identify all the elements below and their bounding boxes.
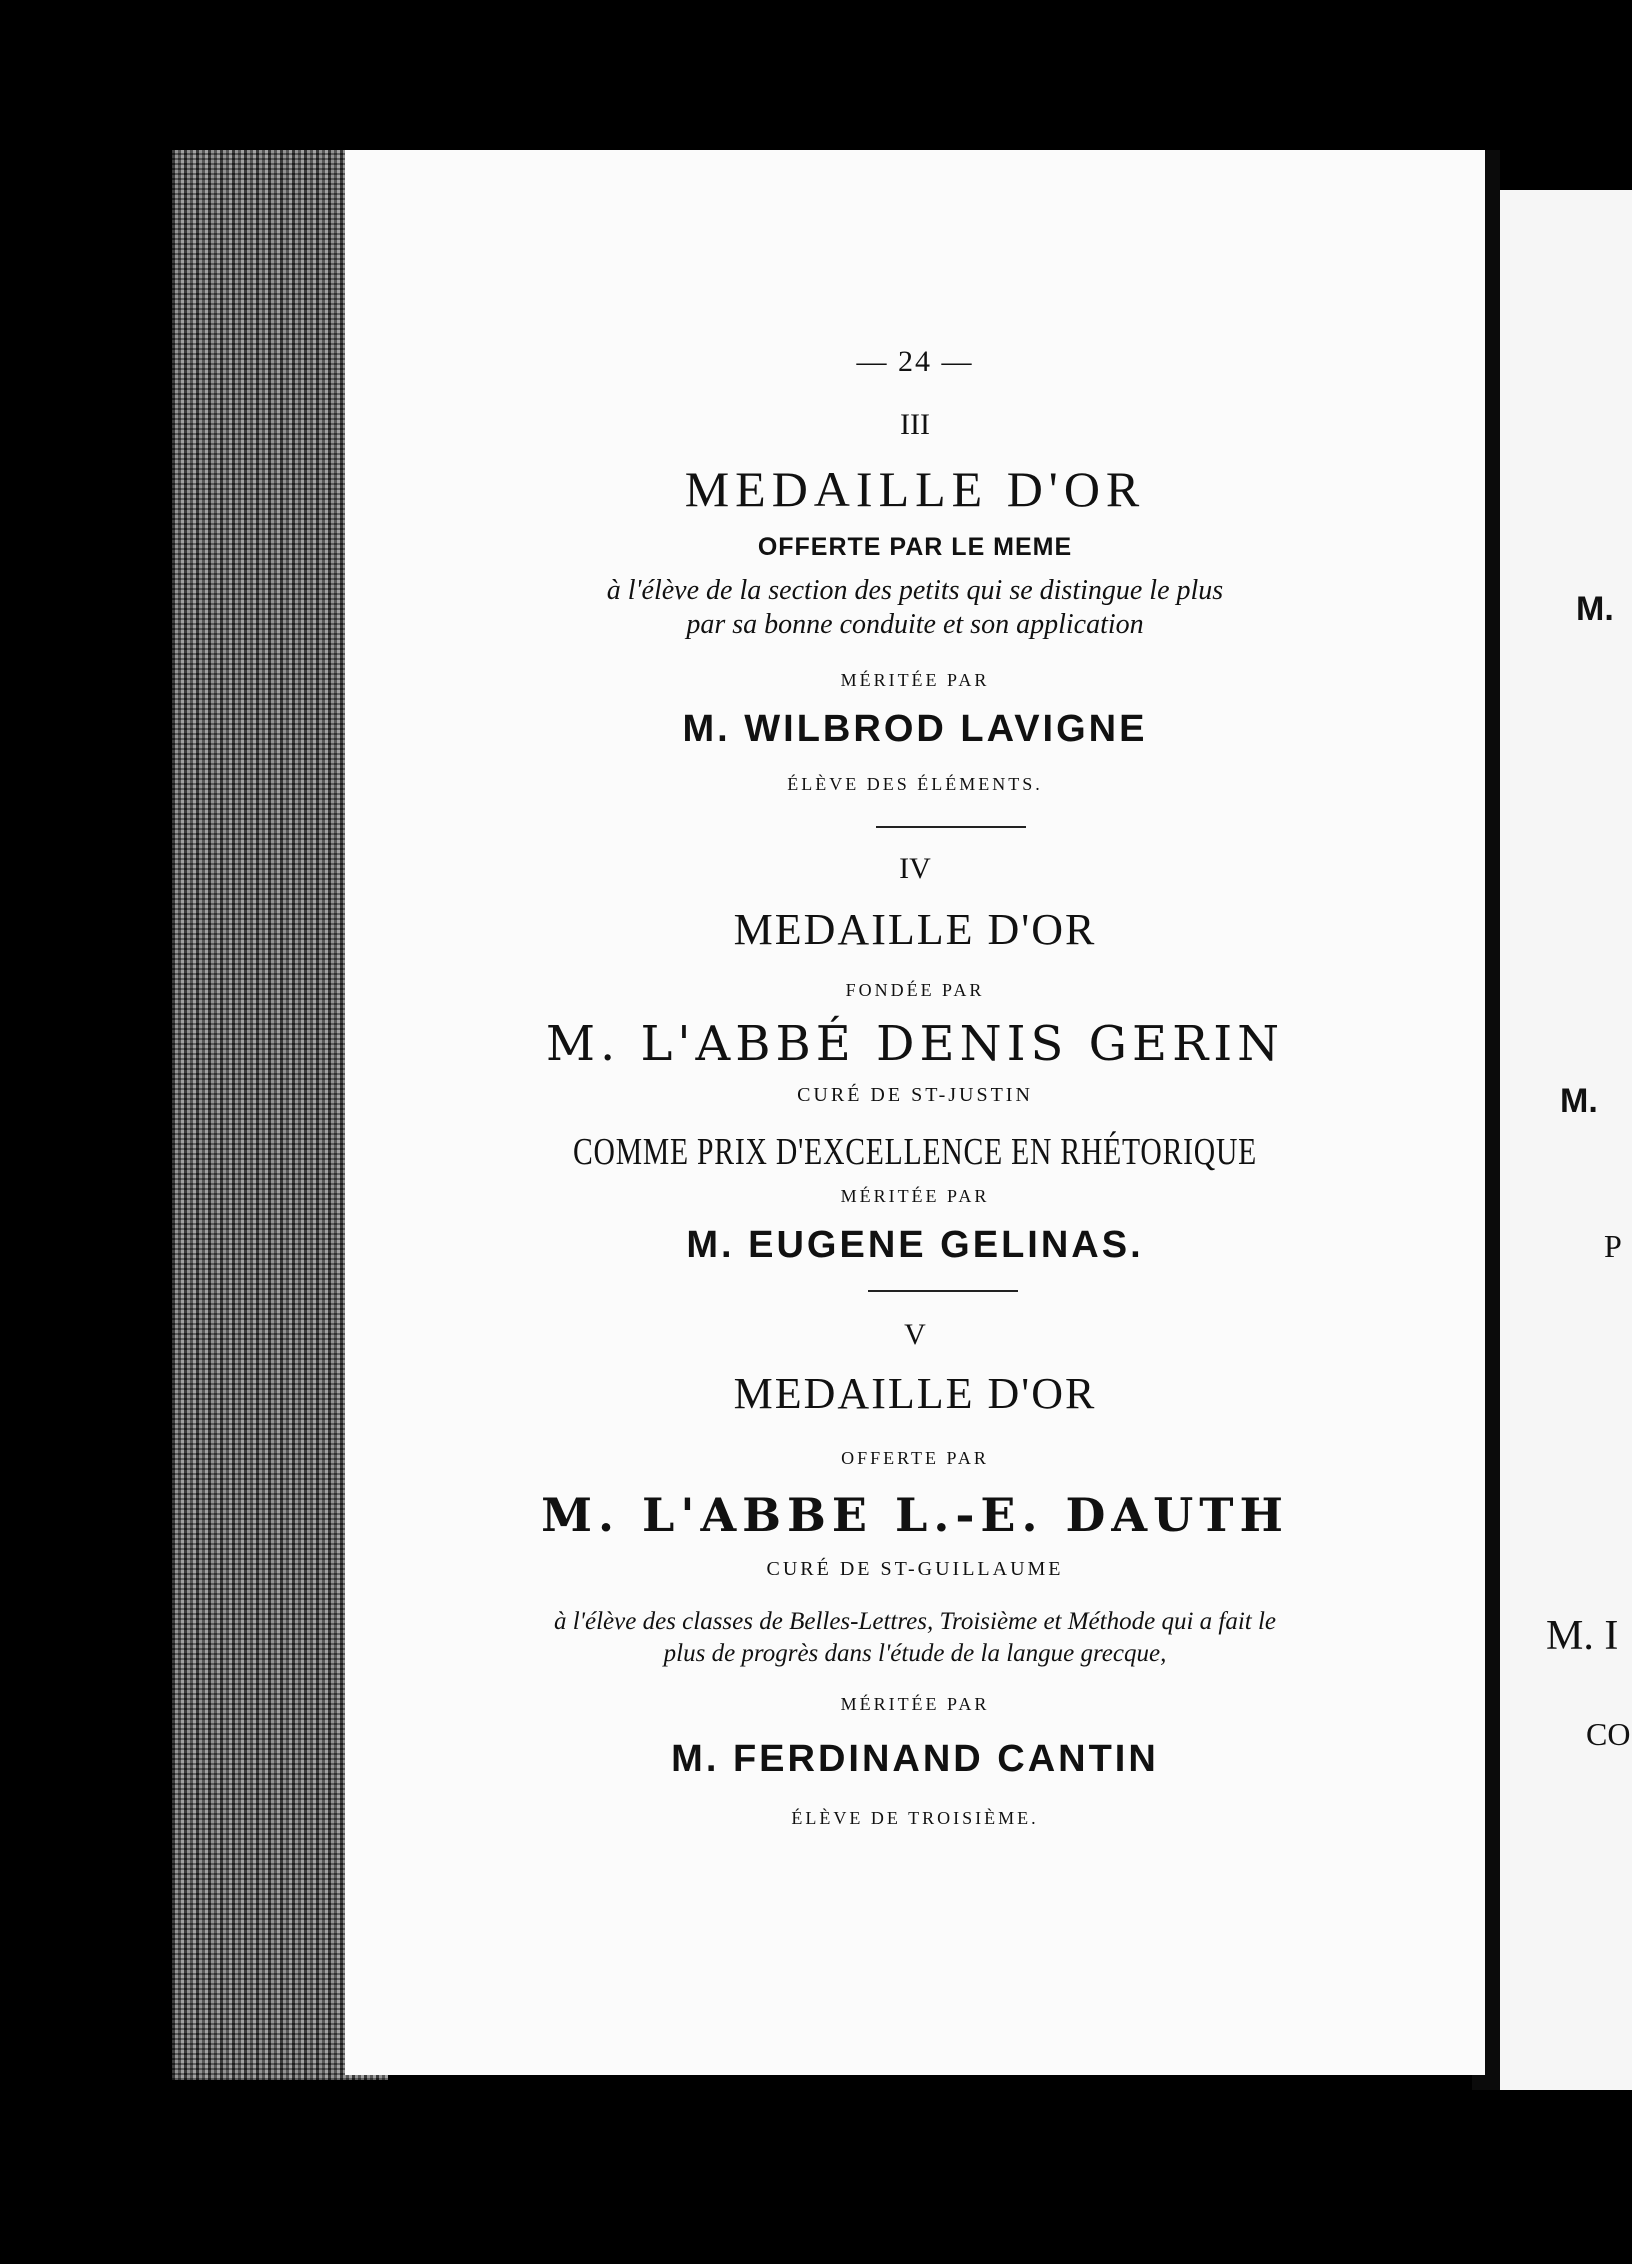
section-4-roman: IV <box>899 852 931 885</box>
divider <box>876 826 1026 828</box>
right-page <box>1500 190 1632 2090</box>
section-3-roman: III <box>900 408 930 441</box>
right-page-fragment: M. <box>1576 590 1614 628</box>
section-3-subtitle: OFFERTE PAR LE MEME <box>757 533 1073 561</box>
section-4-purpose: COMME PRIX D'EXCELLENCE EN RHÉTORIQUE <box>572 1131 1258 1173</box>
section-4-recipient: M. EUGENE GELINAS. <box>686 1224 1144 1266</box>
section-5-recipient-note: ÉLÈVE DE TROISIÈME. <box>791 1808 1039 1828</box>
section-4-donor: M. L'ABBÉ DENIS GERIN <box>545 1016 1285 1072</box>
section-5-title: MEDAILLE D'OR <box>733 1369 1097 1418</box>
section-4-donor-note: CURÉ DE ST-JUSTIN <box>797 1084 1033 1106</box>
section-3-recipient-note: ÉLÈVE DES ÉLÉMENTS. <box>787 774 1043 794</box>
section-5-donor: M. L'ABBE L.-E. DAUTH <box>541 1488 1289 1542</box>
divider <box>868 1290 1018 1292</box>
section-5-roman: V <box>904 1318 926 1351</box>
section-4-merited-by: MÉRITÉE PAR <box>840 1186 990 1206</box>
right-page-fragment: P <box>1604 1228 1622 1264</box>
section-4-title: MEDAILLE D'OR <box>733 905 1097 954</box>
right-page-fragment: M. <box>1560 1082 1598 1120</box>
section-3-description-1: à l'élève de la section des petits qui se distingue le plus <box>606 575 1224 606</box>
section-5-description-2: plus de progrès dans l'étude de la langue grecque, <box>663 1640 1167 1667</box>
section-3-recipient: M. WILBROD LAVIGNE <box>682 708 1148 750</box>
section-3-merited-by: MÉRITÉE PAR <box>840 670 990 690</box>
section-4-founded-by: FONDÉE PAR <box>845 980 985 1000</box>
section-5-offered-by: OFFERTE PAR <box>841 1448 989 1468</box>
section-5-description-1: à l'élève des classes de Belles-Lettres, Troisième et Méthode qui a fait le <box>553 1608 1277 1635</box>
page-number: — 24 — <box>856 345 974 378</box>
section-5-recipient: M. FERDINAND CANTIN <box>671 1738 1159 1780</box>
section-3-title: MEDAILLE D'OR <box>684 461 1146 517</box>
section-5-merited-by: MÉRITÉE PAR <box>840 1694 990 1714</box>
right-page-fragment: CO <box>1586 1716 1631 1752</box>
section-3-description-2: par sa bonne conduite et son application <box>686 609 1144 640</box>
right-page-fragment: M. I <box>1546 1613 1619 1659</box>
section-5-donor-note: CURÉ DE ST-GUILLAUME <box>766 1558 1064 1580</box>
